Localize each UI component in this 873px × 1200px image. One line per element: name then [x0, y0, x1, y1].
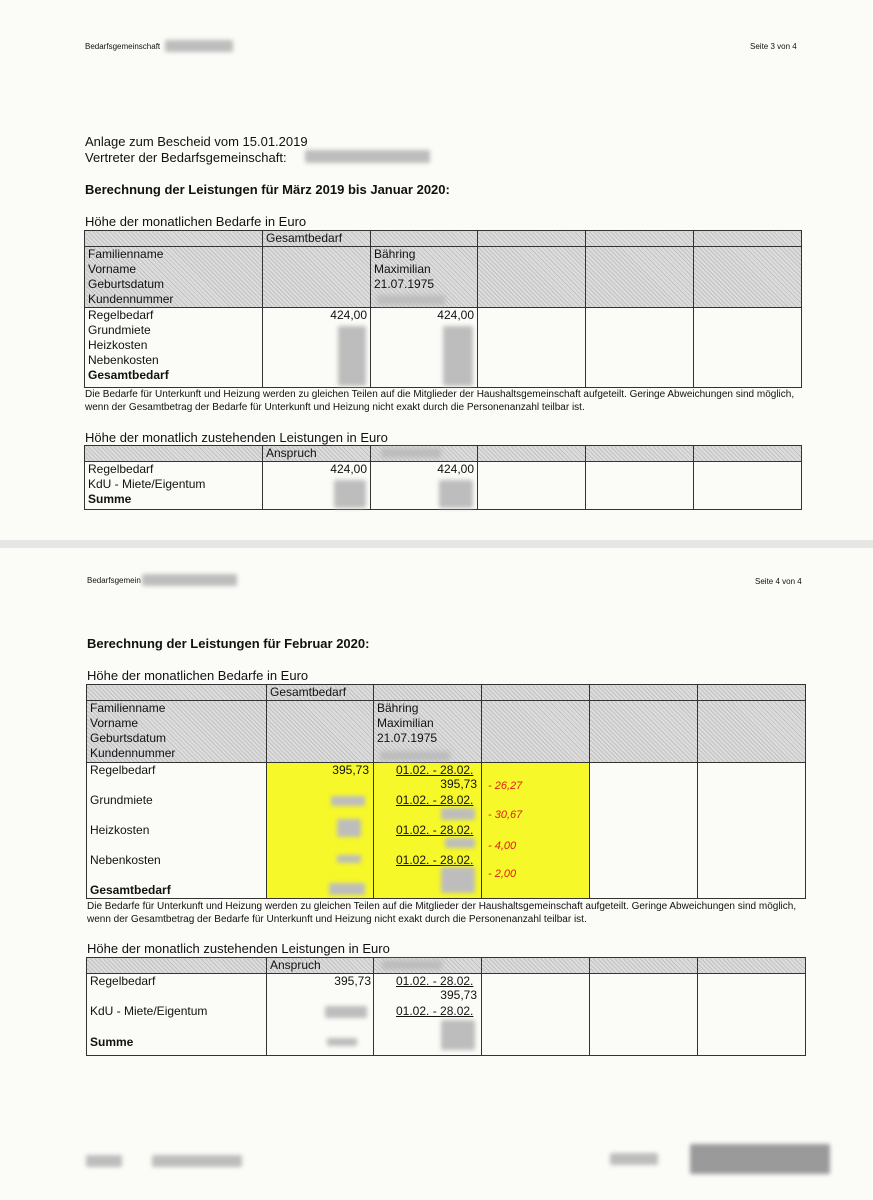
- handwritten-annotation: - 30,67: [488, 809, 523, 821]
- footnote: Die Bedarfe für Unterkunft und Heizung werden zu gleichen Teilen auf die Mitglieder der Haushaltsgemeinschaft aufgeteilt. Geringe Abweichungen sind möglich, wenn der Gesamtbetrag der Bedarfe für Unterkunft und Heizung nicht exakt durch die Personenanzahl teilbar ist.: [85, 389, 795, 413]
- benefits-table-title: Höhe der monatlich zustehenden Leistungen in Euro: [85, 430, 388, 445]
- document-page-3: [0, 0, 873, 540]
- redacted-value: [327, 1038, 357, 1046]
- page-number: Seite 4 von 4: [755, 577, 802, 586]
- col-header-gesamtbedarf: Gesamtbedarf: [267, 685, 374, 701]
- handwritten-annotation: - 2,00: [488, 868, 517, 880]
- intro-line-1: Anlage zum Bescheid vom 15.01.2019: [85, 134, 308, 149]
- redacted-name: [165, 40, 233, 52]
- person-field-labels: Familienname Vorname Geburtsdatum Kundennummer: [85, 247, 263, 308]
- redacted-value: [441, 867, 475, 893]
- redacted-customer-number: [377, 295, 445, 305]
- person-column: Bähring Maximilian 21.07.1975: [374, 701, 482, 763]
- redacted-value: [441, 808, 475, 820]
- needs-table: [84, 230, 802, 388]
- regelbedarf-total: 424,00: [330, 308, 367, 322]
- need-row-labels: Regelbedarf Grundmiete Heizkosten Nebenkosten Gesamtbedarf: [85, 308, 263, 388]
- redacted-value: [329, 883, 365, 895]
- person-field-labels: Familienname Vorname Geburtsdatum Kundennummer: [87, 701, 267, 763]
- redacted-name: [142, 574, 237, 586]
- section-heading: Berechnung der Leistungen für März 2019 bis Januar 2020:: [85, 182, 450, 197]
- intro-line-2: Vertreter der Bedarfsgemeinschaft:: [85, 150, 287, 165]
- redacted-value: [337, 855, 361, 863]
- redacted-values: [443, 326, 473, 386]
- col-header-gesamtbedarf: Gesamtbedarf: [263, 231, 371, 247]
- redacted-value: [445, 838, 475, 848]
- redacted-representative: [305, 150, 430, 163]
- footnote: Die Bedarfe für Unterkunft und Heizung werden zu gleichen Teilen auf die Mitglieder der Haushaltsgemeinschaft aufgeteilt. Geringe Abweichungen sind möglich, wenn der Gesamtbetrag der Bedarfe für Unterkunft und Heizung nicht exakt durch die Personenanzahl teilbar ist.: [87, 901, 797, 925]
- redacted-values: [334, 480, 366, 508]
- benefits-table-title: Höhe der monatlich zustehenden Leistungen in Euro: [87, 941, 390, 956]
- redacted-values: [338, 326, 366, 386]
- needs-table: [86, 684, 806, 899]
- handwritten-annotation: - 26,27: [488, 780, 523, 792]
- regelbedarf-person: 395,73: [440, 777, 477, 791]
- highlighted-person-column: 01.02. - 28.02. 395,73 01.02. - 28.02. 01.02. - 28.02. 01.02. - 28.02.: [374, 763, 482, 899]
- redacted-footer: [152, 1155, 242, 1167]
- redacted-value: [331, 796, 365, 806]
- redacted-footer: [86, 1155, 122, 1167]
- redacted-customer-number: [380, 751, 450, 761]
- col-header-anspruch: Anspruch: [263, 446, 371, 462]
- need-row-labels: Regelbedarf Grundmiete Heizkosten Nebenkosten Gesamtbedarf: [87, 763, 267, 899]
- benefit-regelbedarf-total: 424,00: [330, 462, 367, 476]
- highlighted-total-column: [267, 763, 374, 899]
- section-heading: Berechnung der Leistungen für Februar 2020:: [87, 636, 370, 651]
- page-header-left: Bedarfsgemeinschaft: [85, 42, 161, 51]
- benefit-row-labels: Regelbedarf KdU - Miete/Eigentum Summe: [85, 462, 263, 510]
- redacted-name: [381, 448, 441, 458]
- benefit-regelbedarf-person: 395,73: [440, 988, 477, 1002]
- redacted-value: [441, 1020, 475, 1050]
- redacted-value: [325, 1006, 367, 1018]
- highlighted-annotation-column: [482, 763, 590, 899]
- benefit-regelbedarf-person: 424,00: [437, 462, 474, 476]
- regelbedarf-person: 424,00: [437, 308, 474, 322]
- redacted-name: [382, 960, 442, 970]
- benefit-row-labels: Regelbedarf KdU - Miete/Eigentum Summe: [87, 974, 267, 1056]
- benefits-table: [84, 445, 802, 510]
- needs-table-title: Höhe der monatlichen Bedarfe in Euro: [87, 668, 309, 683]
- redacted-value: [337, 819, 361, 837]
- handwritten-annotation: - 4,00: [488, 840, 517, 852]
- page-header-left: Bedarfsgemein: [87, 576, 141, 585]
- regelbedarf-total: 395,73: [332, 763, 369, 777]
- redacted-footer: [610, 1153, 658, 1165]
- benefit-regelbedarf-total: 395,73: [334, 974, 371, 988]
- col-header-anspruch: Anspruch: [267, 958, 374, 974]
- redacted-values: [439, 480, 473, 508]
- redacted-barcode: [690, 1144, 830, 1174]
- document-page-4: [0, 548, 873, 1200]
- needs-table-title: Höhe der monatlichen Bedarfe in Euro: [85, 214, 307, 229]
- page-number: Seite 3 von 4: [750, 42, 797, 51]
- benefits-table: Anspruch Regelbedarf KdU - Miete/Eigentum Summe 395,73 01.02. - 28.02. 395,73 01.02. - 28.02.: [86, 957, 806, 1056]
- person-column: Bähring Maximilian 21.07.1975: [371, 247, 478, 308]
